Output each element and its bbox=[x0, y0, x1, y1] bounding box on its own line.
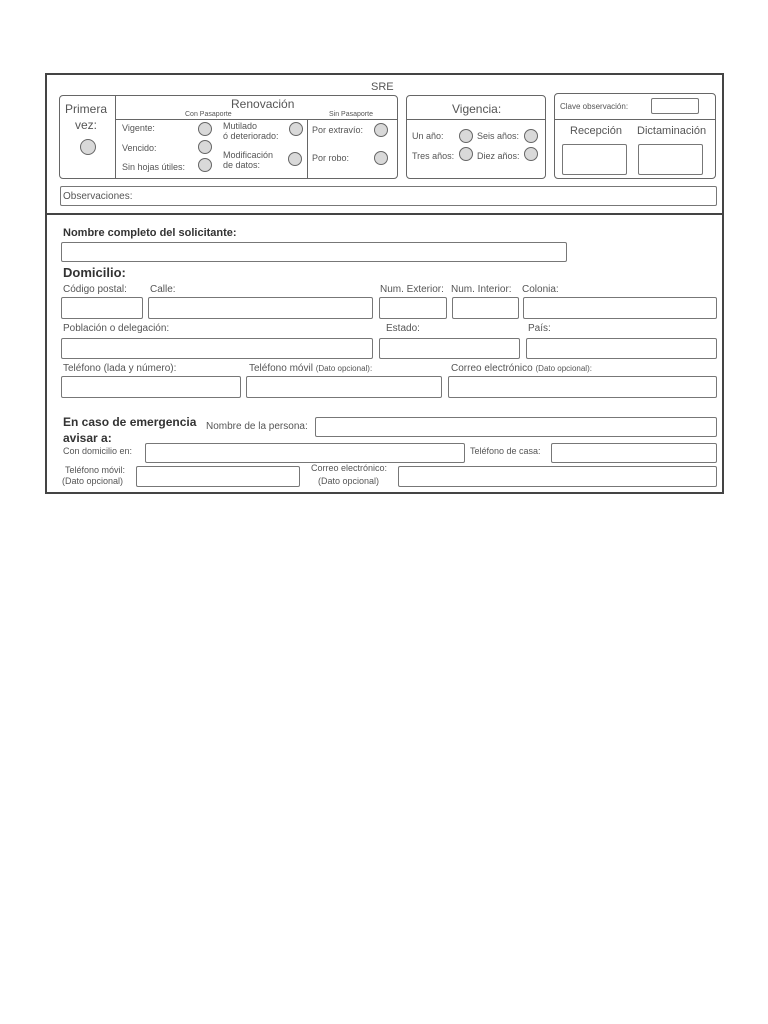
renovacion-header-line bbox=[115, 119, 398, 120]
emergencia-movil-label: Teléfono móvil: bbox=[65, 465, 126, 475]
sin-pasaporte-divider bbox=[307, 119, 308, 179]
emergencia-movil-opcional: (Dato opcional) bbox=[62, 476, 124, 486]
por-extravio-label: Por extravío: bbox=[312, 125, 364, 135]
codigo-postal-input[interactable] bbox=[61, 297, 143, 319]
clave-header-line bbox=[554, 119, 716, 120]
telefono-label: Teléfono (lada y número): bbox=[63, 363, 177, 374]
telefono-casa-label: Teléfono de casa: bbox=[470, 446, 541, 456]
pais-label: País: bbox=[528, 323, 551, 334]
por-robo-radio[interactable] bbox=[374, 151, 388, 165]
telefono-movil-input[interactable] bbox=[246, 376, 442, 398]
diez-anos-radio[interactable] bbox=[524, 147, 538, 161]
telefono-movil-opcional: (Dato opcional): bbox=[315, 364, 373, 373]
num-interior-label: Num. Interior: bbox=[451, 284, 512, 295]
dictaminacion-input[interactable] bbox=[638, 144, 703, 175]
correo-label bbox=[451, 364, 592, 374]
num-interior-input[interactable] bbox=[452, 297, 519, 319]
observaciones-label: Observaciones: bbox=[63, 191, 133, 202]
calle-input[interactable] bbox=[148, 297, 373, 319]
emergencia-movil-input[interactable] bbox=[136, 466, 300, 487]
telefono-input[interactable] bbox=[61, 376, 241, 398]
emergencia-correo-label: Correo electrónico: bbox=[311, 463, 388, 473]
vencido-label: Vencido: bbox=[122, 143, 157, 153]
con-pasaporte-label: Con Pasaporte bbox=[185, 111, 232, 118]
nombre-persona-label: Nombre de la persona: bbox=[206, 421, 308, 432]
vigente-radio[interactable] bbox=[198, 122, 212, 136]
sin-pasaporte-label: Sin Pasaporte bbox=[329, 111, 373, 118]
vencido-radio[interactable] bbox=[198, 140, 212, 154]
pais-input[interactable] bbox=[526, 338, 717, 359]
recepcion-label: Recepción bbox=[570, 125, 622, 137]
mutilado-label-1: Mutilado bbox=[223, 121, 258, 131]
tres-anos-radio[interactable] bbox=[459, 147, 473, 161]
primera-vez-label-2: vez: bbox=[75, 118, 98, 132]
vigencia-title: Vigencia: bbox=[452, 102, 502, 116]
sre-label: SRE bbox=[371, 81, 394, 93]
diez-anos-label: Diez años: bbox=[477, 151, 520, 161]
correo-opcional: (Dato opcional): bbox=[535, 364, 592, 373]
sin-hojas-label: Sin hojas útiles: bbox=[122, 162, 186, 172]
vigente-label: Vigente: bbox=[122, 123, 155, 133]
num-exterior-input[interactable] bbox=[379, 297, 447, 319]
poblacion-label: Población o delegación: bbox=[63, 323, 170, 334]
un-ano-radio[interactable] bbox=[459, 129, 473, 143]
num-exterior-label: Num. Exterior: bbox=[380, 284, 444, 295]
con-domicilio-input[interactable] bbox=[145, 443, 465, 463]
modificacion-label-1: Modificación bbox=[223, 150, 274, 160]
calle-label: Calle: bbox=[150, 284, 176, 295]
tres-anos-label: Tres años: bbox=[412, 151, 455, 161]
colonia-label: Colonia: bbox=[522, 284, 559, 295]
recepcion-input[interactable] bbox=[562, 144, 627, 175]
renovacion-title: Renovación bbox=[231, 97, 295, 111]
por-extravio-radio[interactable] bbox=[374, 123, 388, 137]
un-ano-label: Un año: bbox=[412, 131, 444, 141]
domicilio-label: Domicilio: bbox=[63, 265, 126, 280]
primera-vez-label-1: Primera bbox=[65, 102, 108, 116]
correo-text: Correo electrónico bbox=[451, 363, 533, 374]
codigo-postal-label: Código postal: bbox=[63, 284, 127, 295]
poblacion-input[interactable] bbox=[61, 338, 373, 359]
seis-anos-radio[interactable] bbox=[524, 129, 538, 143]
observaciones-input[interactable] bbox=[60, 186, 717, 206]
emergencia-correo-opcional: (Dato opcional) bbox=[318, 476, 380, 486]
telefono-casa-input[interactable] bbox=[551, 443, 717, 463]
nombre-completo-label: Nombre completo del solicitante: bbox=[63, 227, 237, 239]
por-robo-label: Por robo: bbox=[312, 153, 350, 163]
correo-input[interactable] bbox=[448, 376, 717, 398]
sin-hojas-radio[interactable] bbox=[198, 158, 212, 172]
estado-input[interactable] bbox=[379, 338, 520, 359]
modificacion-radio[interactable] bbox=[288, 152, 302, 166]
emergencia-title-1: En caso de emergencia bbox=[63, 415, 197, 429]
seis-anos-label: Seis años: bbox=[477, 131, 520, 141]
dictaminacion-label: Dictaminación bbox=[637, 125, 707, 137]
emergencia-correo-input[interactable] bbox=[398, 466, 717, 487]
telefono-movil-label bbox=[249, 364, 372, 374]
mutilado-label-2: ó deteriorado: bbox=[223, 131, 279, 141]
primera-vez-divider bbox=[115, 95, 116, 179]
primera-vez-radio[interactable] bbox=[80, 139, 96, 155]
estado-label: Estado: bbox=[386, 323, 420, 334]
modificacion-label-2: de datos: bbox=[223, 160, 261, 170]
nombre-persona-input[interactable] bbox=[315, 417, 717, 437]
nombre-completo-input[interactable] bbox=[61, 242, 567, 262]
con-domicilio-label: Con domicilio en: bbox=[63, 446, 133, 456]
colonia-input[interactable] bbox=[523, 297, 717, 319]
mutilado-radio[interactable] bbox=[289, 122, 303, 136]
section-divider bbox=[45, 213, 724, 215]
emergencia-title-2: avisar a: bbox=[63, 431, 112, 445]
clave-observacion-input[interactable] bbox=[651, 98, 699, 114]
clave-observacion-label: Clave observación: bbox=[560, 102, 629, 111]
vigencia-header-line bbox=[406, 119, 546, 120]
telefono-movil-text: Teléfono móvil bbox=[249, 363, 313, 374]
